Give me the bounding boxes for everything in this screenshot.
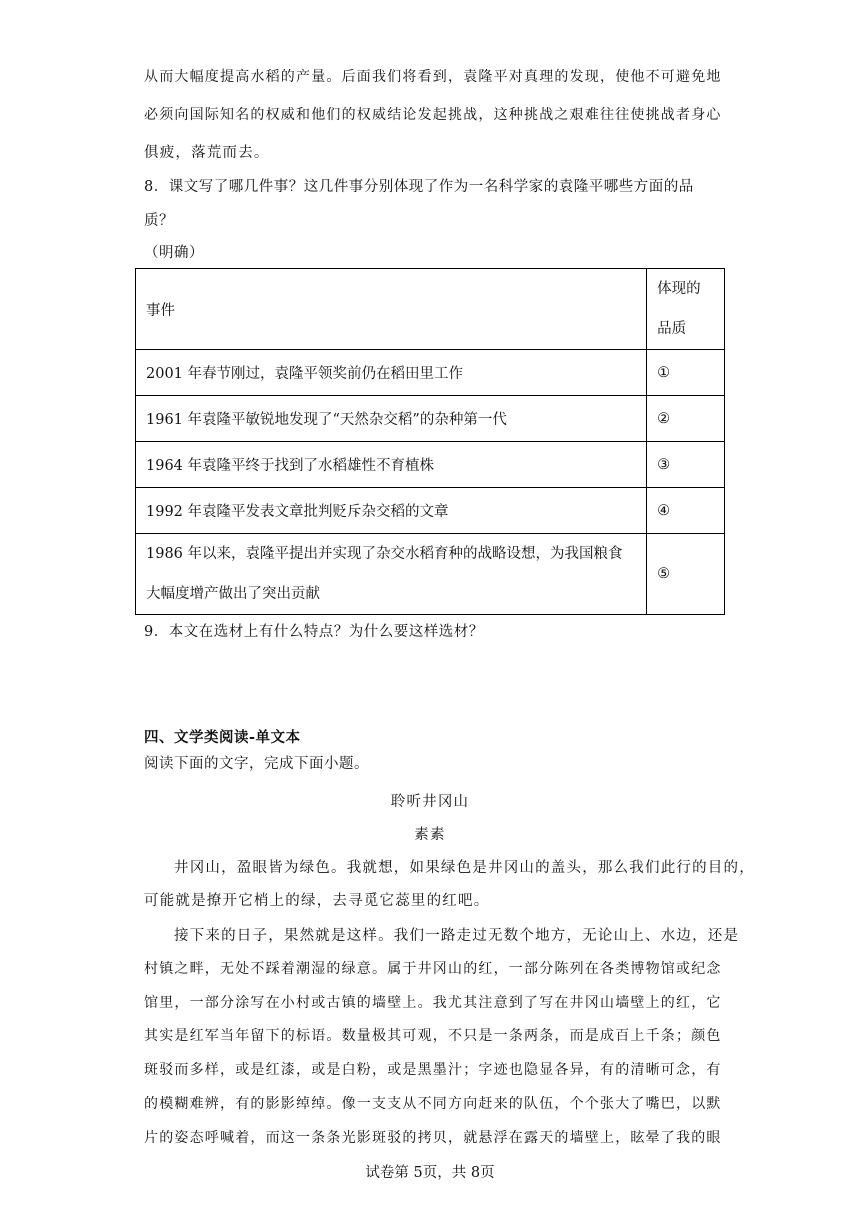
header-quality-line2: 品质	[657, 321, 687, 337]
table-cell-event: 1961 年袁隆平敏锐地发现了“天然杂交稻”的杂种第一代	[136, 396, 647, 442]
table-row	[136, 442, 725, 488]
article-paragraph-line: 可能就是撩开它梢上的绿，去寻觅它蕊里的红吧。	[144, 893, 490, 909]
passage-line: 从而大幅度提高水稻的产量。后面我们将看到，袁隆平对真理的发现，使他不可避免地	[144, 69, 722, 85]
article-paragraph-line: 其实是红军当年留下的标语。数量极其可观，不只是一条两条，而是成百上千条；颜色	[144, 1028, 722, 1044]
section-heading: 四、文学类阅读-单文本	[144, 730, 301, 746]
last-row-event-line2: 大幅度增产做出了突出贡献	[146, 586, 320, 602]
table-cell-mark: ①	[647, 350, 725, 396]
article-paragraph-line: 馆里，一部分涂写在小村或古镇的墙壁上。我尤其注意到了写在井冈山墙壁上的红，它	[144, 995, 722, 1011]
passage-line: 必须向国际知名的权威和他们的权威结论发起挑战，这种挑战之艰难往往使挑战者身心	[144, 107, 722, 123]
table-cell-event: 1992 年袁隆平发表文章批判贬斥杂交稻的文章	[136, 488, 647, 534]
table-row	[136, 488, 725, 534]
table-cell-mark: ④	[647, 488, 725, 534]
question-8-line1: 8．课文写了哪几件事？这几件事分别体现了作为一名科学家的袁隆平哪些方面的品	[144, 179, 694, 195]
article-author: 素素	[414, 827, 446, 843]
last-row-event-line1: 1986 年以来，袁隆平提出并实现了杂交水稻育种的战略设想，为我国粮食	[146, 546, 623, 562]
table-header-quality	[647, 269, 725, 350]
question-9: 9．本文在选材上有什么特点？为什么要这样选材？	[144, 624, 484, 640]
table-row	[136, 534, 725, 615]
table-cell-event: 1964 年袁隆平终于找到了水稻雄性不育植株	[136, 442, 647, 488]
header-quality-line1: 体现的	[657, 281, 701, 297]
article-paragraph-line: 斑驳而多样，或是红漆，或是白粉，或是黑墨汁；字迹也隐显各异，有的清晰可念，有	[144, 1062, 722, 1078]
article-paragraph-line: 的模糊难辨，有的影影绰绰。像一支支从不同方向赶来的队伍，个个张大了嘴巴，以默	[144, 1096, 722, 1112]
passage-line: 俱疲，落荒而去。	[144, 145, 270, 161]
table-cell-event	[136, 534, 647, 615]
question-8-line2: 质？	[144, 213, 174, 229]
article-paragraph-line: 片的姿态呼喊着，而这一条条光影斑驳的拷贝，就悬浮在露天的墙壁上，眩晕了我的眼	[144, 1130, 722, 1146]
table-cell-event: 2001 年春节刚过，袁隆平领奖前仍在稻田里工作	[136, 350, 647, 396]
page-footer: 试卷第 5页，共 8页	[365, 1165, 495, 1181]
article-paragraph-line: 接下来的日子，果然就是这样。我们一路走过无数个地方，无论山上、水边，还是	[174, 928, 740, 944]
section-instruction: 阅读下面的文字，完成下面小题。	[144, 756, 369, 772]
table-row	[136, 350, 725, 396]
events-quality-table	[135, 268, 725, 615]
table-header-row	[136, 269, 725, 350]
table-header-event: 事件	[136, 269, 647, 350]
table-row	[136, 396, 725, 442]
table-cell-mark: ③	[647, 442, 725, 488]
table-cell-mark: ②	[647, 396, 725, 442]
article-title: 聆听井冈山	[390, 794, 470, 810]
question-8-note: （明确）	[144, 245, 204, 261]
table-cell-mark: ⑤	[647, 534, 725, 615]
article-paragraph-line: 村镇之畔，无处不踩着潮湿的绿意。属于井冈山的红，一部分陈列在各类博物馆或纪念	[144, 961, 722, 977]
article-paragraph-line: 井冈山，盈眼皆为绿色。我就想，如果绿色是井冈山的盖头，那么我们此行的目的，	[174, 860, 755, 876]
